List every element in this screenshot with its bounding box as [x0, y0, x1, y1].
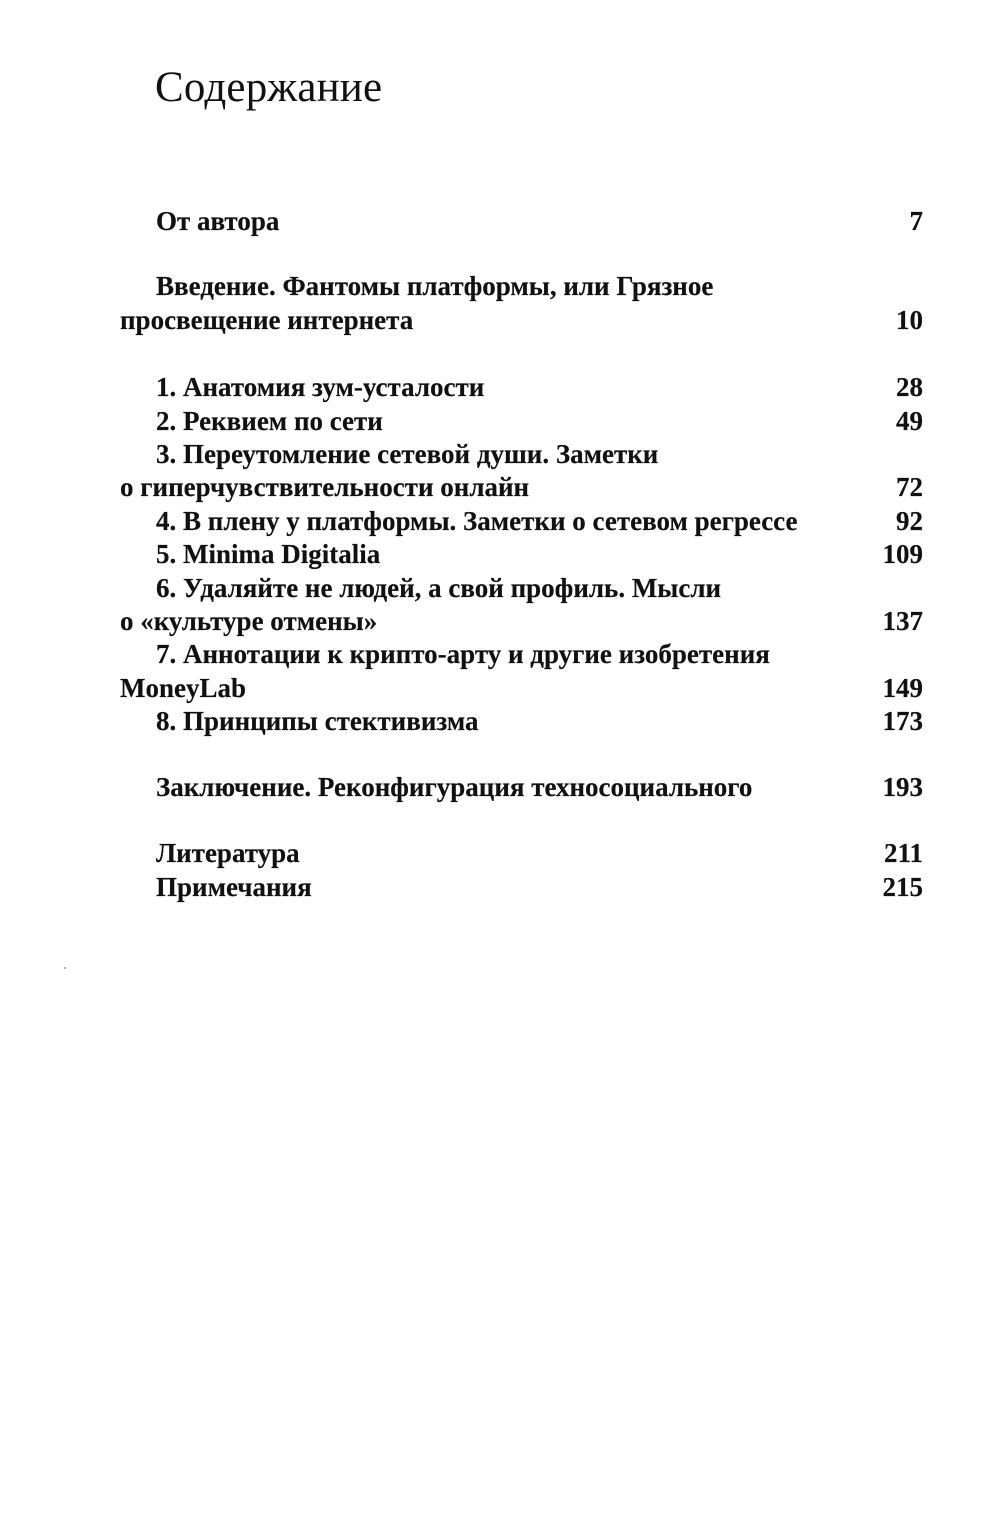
toc-entry-bibliography [120, 837, 923, 870]
toc-entry-chapter-4 [120, 505, 923, 538]
toc-entry-chapter-7 [120, 638, 923, 705]
table-of-contents [120, 205, 923, 904]
toc-page-number: 149 [882, 672, 923, 703]
toc-entry-title: 1. Анатомия зум-усталости [156, 372, 485, 403]
print-speck [64, 967, 66, 969]
toc-entry-title: 5. Minima Digitalia [156, 539, 381, 570]
toc-entry-title: 7. Аннотации к крипто-арту и другие изобретения MoneyLab [120, 639, 770, 703]
toc-entry-title: 2. Реквием по сети [156, 405, 383, 436]
toc-entry-chapter-3 [120, 438, 923, 505]
toc-entry-title: 6. Удаляйте не людей, а свой профиль. Мысли о «культуре отмены» [120, 572, 722, 637]
toc-page-number: 7 [909, 206, 923, 236]
toc-entry-chapter-1 [120, 371, 923, 404]
toc-entry-title: Заключение. Реконфигурация техносоциального [156, 771, 753, 802]
toc-page-number: 92 [896, 505, 923, 536]
toc-page-number: 211 [883, 838, 923, 869]
toc-entry-chapter-6 [120, 572, 923, 639]
toc-entry-chapter-2 [120, 405, 923, 438]
toc-entry-from-author [120, 205, 923, 238]
toc-page-number: 215 [882, 871, 923, 902]
toc-entry-conclusion [120, 771, 923, 804]
toc-page-number: 72 [896, 472, 923, 503]
toc-page-number: 49 [896, 405, 923, 436]
toc-entry-title: Введение. Фантомы платформы, или Грязное просвещение интернета [120, 271, 714, 335]
toc-page-number: 28 [896, 372, 923, 403]
toc-page-number: 173 [882, 706, 923, 737]
page-title: Содержание [155, 64, 383, 111]
toc-entry-chapter-8 [120, 705, 923, 738]
toc-entry-chapter-5 [120, 538, 923, 571]
toc-entry-title: Примечания [156, 871, 312, 902]
toc-entry-title: 4. В плену у платформы. Заметки о сетевом регрессе [156, 505, 798, 536]
toc-entry-title: От автора [156, 206, 280, 236]
toc-page-number: 109 [882, 539, 923, 570]
toc-entry-introduction [120, 270, 923, 337]
toc-entry-title: 8. Принципы стективизма [156, 706, 479, 737]
toc-page-number: 10 [896, 304, 923, 335]
toc-page-number: 193 [882, 771, 923, 802]
toc-page-number: 137 [882, 606, 923, 637]
toc-entry-notes [120, 871, 923, 904]
toc-entry-title: Литература [156, 838, 300, 869]
toc-entry-title: 3. Переутомление сетевой души. Заметки о гиперчувствительности онлайн [120, 439, 659, 503]
